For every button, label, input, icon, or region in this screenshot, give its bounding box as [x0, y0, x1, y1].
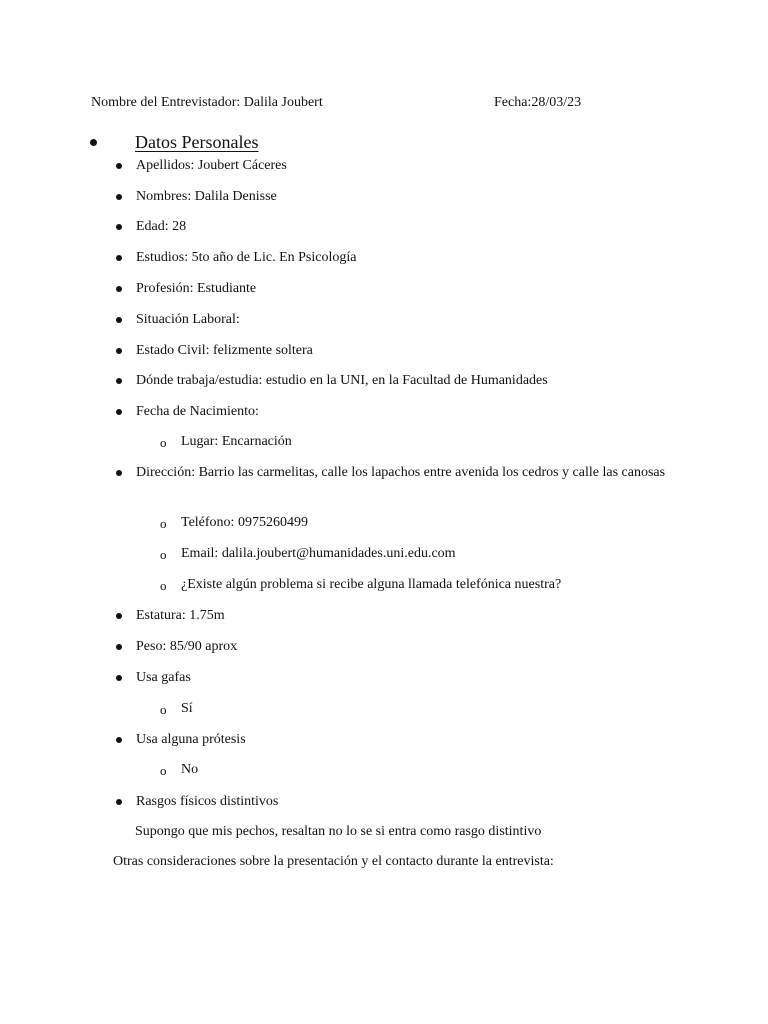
bullet: [116, 163, 122, 169]
list-item-gafas-answer: Sí: [181, 701, 193, 716]
bullet: [116, 799, 122, 805]
list-item-lugar: Lugar: Encarnación: [181, 434, 292, 449]
list-item-llamada: ¿Existe algún problema si recibe alguna llamada telefónica nuestra?: [181, 577, 562, 592]
section-title: Datos Personales: [135, 132, 259, 152]
bullet: [116, 378, 122, 384]
list-item-direccion: Dirección: Barrio las carmelitas, calle los lapachos entre avenida los cedros y calle las canosas: [136, 465, 666, 480]
interview-date: Fecha:28/03/23: [494, 95, 582, 110]
list-item-edad: Edad: 28: [136, 219, 187, 234]
sub-bullet: o: [160, 763, 167, 778]
bullet: [116, 644, 122, 650]
list-item-nombres: Nombres: Dalila Denisse: [136, 189, 277, 204]
bullet: [116, 286, 122, 292]
bullet: [116, 317, 122, 323]
list-item-estatura: Estatura: 1.75m: [136, 608, 225, 623]
list-item-profesion: Profesión: Estudiante: [136, 281, 257, 296]
bullet: [116, 255, 122, 261]
list-item-situacion: Situación Laboral:: [136, 312, 240, 327]
sub-bullet: o: [160, 578, 167, 593]
list-item-nacimiento: Fecha de Nacimiento:: [136, 404, 259, 419]
sub-bullet: o: [160, 547, 167, 562]
sub-bullet: o: [160, 435, 167, 450]
bullet: [116, 194, 122, 200]
list-item-peso: Peso: 85/90 aprox: [136, 639, 238, 654]
list-item-estado-civil: Estado Civil: felizmente soltera: [136, 343, 313, 358]
bullet: [116, 675, 122, 681]
list-item-apellidos: Apellidos: Joubert Cáceres: [136, 158, 287, 173]
bullet: [116, 348, 122, 354]
sub-bullet: o: [160, 702, 167, 717]
sub-bullet: o: [160, 516, 167, 531]
section-bullet: [90, 139, 97, 146]
bullet: [116, 737, 122, 743]
list-item-protesis-answer: No: [181, 762, 199, 777]
list-item-donde: Dónde trabaja/estudia: estudio en la UNI, en la Facultad de Humanidades: [136, 373, 548, 388]
list-item-protesis: Usa alguna prótesis: [136, 732, 246, 747]
rasgos-answer: Supongo que mis pechos, resaltan no lo se si entra como rasgo distintivo: [135, 824, 542, 839]
bullet: [116, 470, 122, 476]
footer-text: Otras consideraciones sobre la presentación y el contacto durante la entrevista:: [113, 854, 554, 869]
bullet: [116, 613, 122, 619]
list-item-telefono: Teléfono: 0975260499: [181, 515, 308, 530]
bullet: [116, 409, 122, 415]
interviewer-name: Nombre del Entrevistador: Dalila Joubert: [91, 95, 323, 110]
list-item-estudios: Estudios: 5to año de Lic. En Psicología: [136, 250, 357, 265]
bullet: [116, 224, 122, 230]
list-item-rasgos: Rasgos físicos distintivos: [136, 794, 279, 809]
list-item-email: Email: dalila.joubert@humanidades.uni.edu.com: [181, 546, 456, 561]
list-item-gafas: Usa gafas: [136, 670, 191, 685]
